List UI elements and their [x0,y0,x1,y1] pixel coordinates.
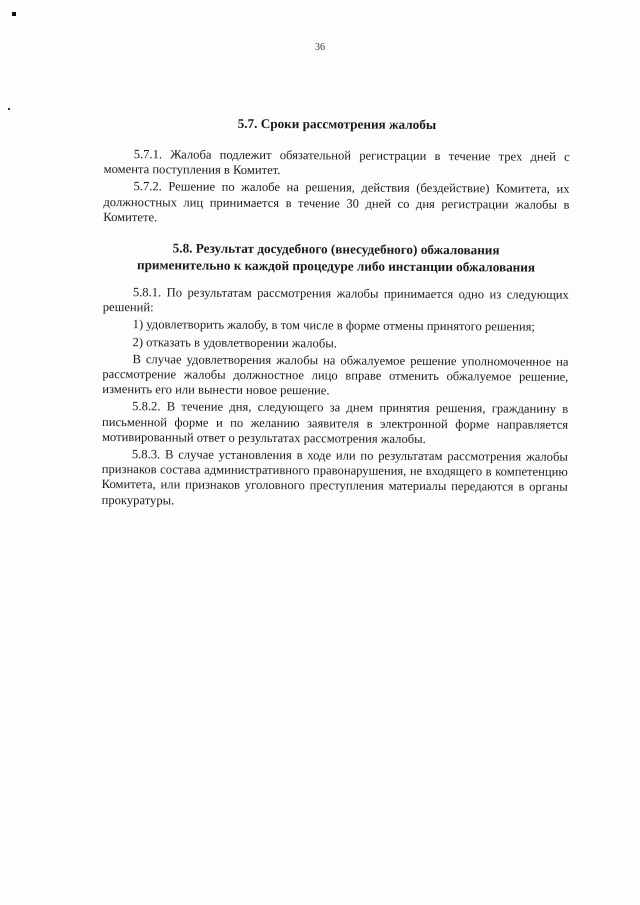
paragraph-5-8-1: 5.8.1. По результатам рассмотрения жалобы принимается одно из следующих решений: [102,285,569,315]
section-5-8-heading [103,239,569,276]
paragraph-5-7-2: 5.7.2. Решение по жалобе на решения, действия (бездействие) Комитета, их должностных лиц принимается в течение 30 дней со дня регистрации жалобы в Комитете. [103,179,570,225]
paragraph-option-1: 1) удовлетворить жалобу, в том числе в форме отмены принятого решения; [132,317,535,335]
paragraph-5-8-2: 5.8.2. В течение дня, следующего за днем принятия решения, гражданину в письменной форме и по желанию заявителя в электронной форме направляется мотивированный ответ о результатах рассмотрения жалобы. [101,399,569,446]
section-5-8-heading-line-1: 5.8. Результат досудебного (внесудебного) обжалования [172,240,500,258]
scan-artifact-mark [12,12,16,16]
section-5-7-heading: 5.7. Сроки рассмотрения жалобы [237,115,437,133]
page-number: 36 [315,42,325,53]
section-5-8-heading-line-2: применительно к каждой процедуре либо инстанции обжалования [136,257,536,275]
paragraph-satisfaction-case: В случае удовлетворения жалобы на обжалуемое решение уполномоченное на рассмотрение жалобы должностное лицо вправе отменить обжалуемое решение, изменить его или вынести новое решение. [102,352,569,398]
paragraph-5-7-1: 5.7.1. Жалоба подлежит обязательной регистрации в течение трех дней с момента поступления в Комитет. [103,147,570,178]
scan-artifact-dot [8,108,10,110]
document-body [102,108,570,511]
paragraph-5-8-3: 5.8.3. В случае установления в ходе или по результатам рассмотрения жалобы признаков состава административного правонарушения, не входящего в компетенцию Комитета, или признаков уголовного преступления материалы передаются в органы прокуратуры. [101,447,568,508]
paragraph-option-2: 2) отказать в удовлетворении жалобы. [132,334,337,351]
